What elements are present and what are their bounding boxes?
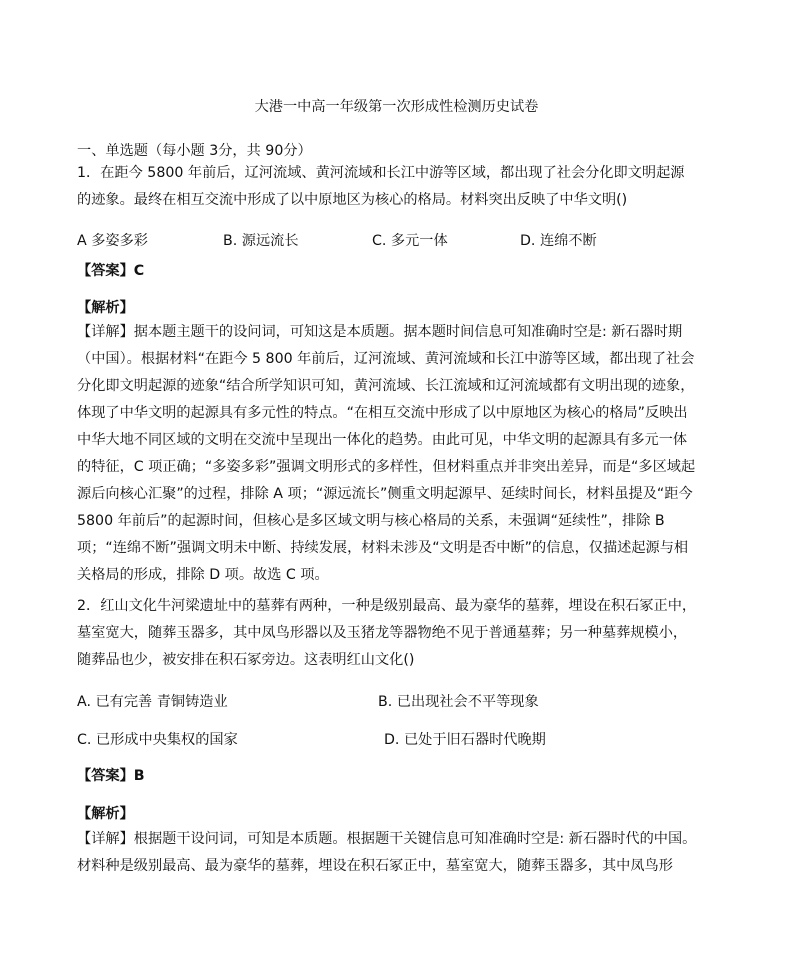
question-2-option-b[interactable]: B. 已出现社会不平等现象 <box>378 694 539 710</box>
question-1-option-d[interactable]: D. 连绵不断 <box>520 233 597 249</box>
question-2-answer: 【答案】B <box>77 768 145 784</box>
question-2-option-c[interactable]: C. 已形成中央集权的国家 <box>77 732 238 748</box>
question-2-analysis-heading: 【解析】 <box>77 806 134 822</box>
question-2-explanation: 【详解】根据题干设问词，可知是本质题。根据题干关键信息可知准确时空是: 新石器时代的中国。材料种是级别最高、最为豪华的墓葬，埋设在积石冢正中，墓室宽大，随葬玉器多，其中凤鸟形 <box>77 831 697 874</box>
question-1-option-b[interactable]: B. 源远流长 <box>223 233 299 249</box>
question-2-stem: 2．红山文化牛河梁遗址中的墓葬有两种，一种是级别最高、最为豪华的墓葬，埋设在积石冢正中，墓室宽大，随葬玉器多，其中凤鸟形器以及玉猪龙等器物绝不见于普通墓葬；另一种墓葬规模小，随葬品也少，被安排在积石冢旁边。这表明红山文化() <box>77 598 697 668</box>
page-title: 大港一中高一年级第一次形成性检测历史试卷 <box>254 99 539 115</box>
question-1-option-c[interactable]: C. 多元一体 <box>372 233 448 249</box>
question-1-answer: 【答案】C <box>77 263 145 279</box>
question-1-explanation: 【详解】据本题主题干的设问词，可知这是本质题。据本题时间信息可知准确时空是: 新石器时期（中国）。根据材料“在距今 5 800 年前后，辽河流域、黄河流域和长江中游等区域，都出现了社会分化即文明起源的迹象“结合所学知识可知，黄河流域、长江流域和辽河流域都有文明出现的迹象，体现了中华文明的起源具有多元性的特点。“在相互交流中形成了以中原地区为核心的格局”反映出中华大地不同区域的文明在交流中呈现出一体化的趋势。由此可见，中华文明的起源具有多元一体的特征，C 项正确；“多姿多彩”强调文明形式的多样性，但材料重点并非突出差异，而是“多区域起源后向核心汇聚”的过程，排除 A 项；“源远流长”侧重文明起源早、延续时间长，材料虽提及“距今 5800 年前后”的起源时间，但核心是多区域文明与核心格局的关系，未强调“延续性”，排除 B 项；“连绵不断”强调文明未中断、持续发展，材料未涉及“文明是否中断”的信息，仅描述起源与相关格局的形成，排除 D 项。故选 C 项。 <box>77 324 696 583</box>
question-1-analysis-heading: 【解析】 <box>77 300 134 316</box>
question-1-stem: 1．在距今 5800 年前后，辽河流域、黄河流域和长江中游等区域，都出现了社会分化即文明起源的迹象。最终在相互交流中形成了以中原地区为核心的格局。材料突出反映了中华文明() <box>77 165 685 208</box>
question-2-option-a[interactable]: A. 已有完善 青铜铸造业 <box>77 694 228 710</box>
section-heading: 一、单选题（每小题 3分，共 90分） <box>77 143 312 159</box>
question-1-option-a[interactable]: A 多姿多彩 <box>77 233 148 249</box>
question-2-option-d[interactable]: D. 已处于旧石器时代晚期 <box>384 732 546 748</box>
